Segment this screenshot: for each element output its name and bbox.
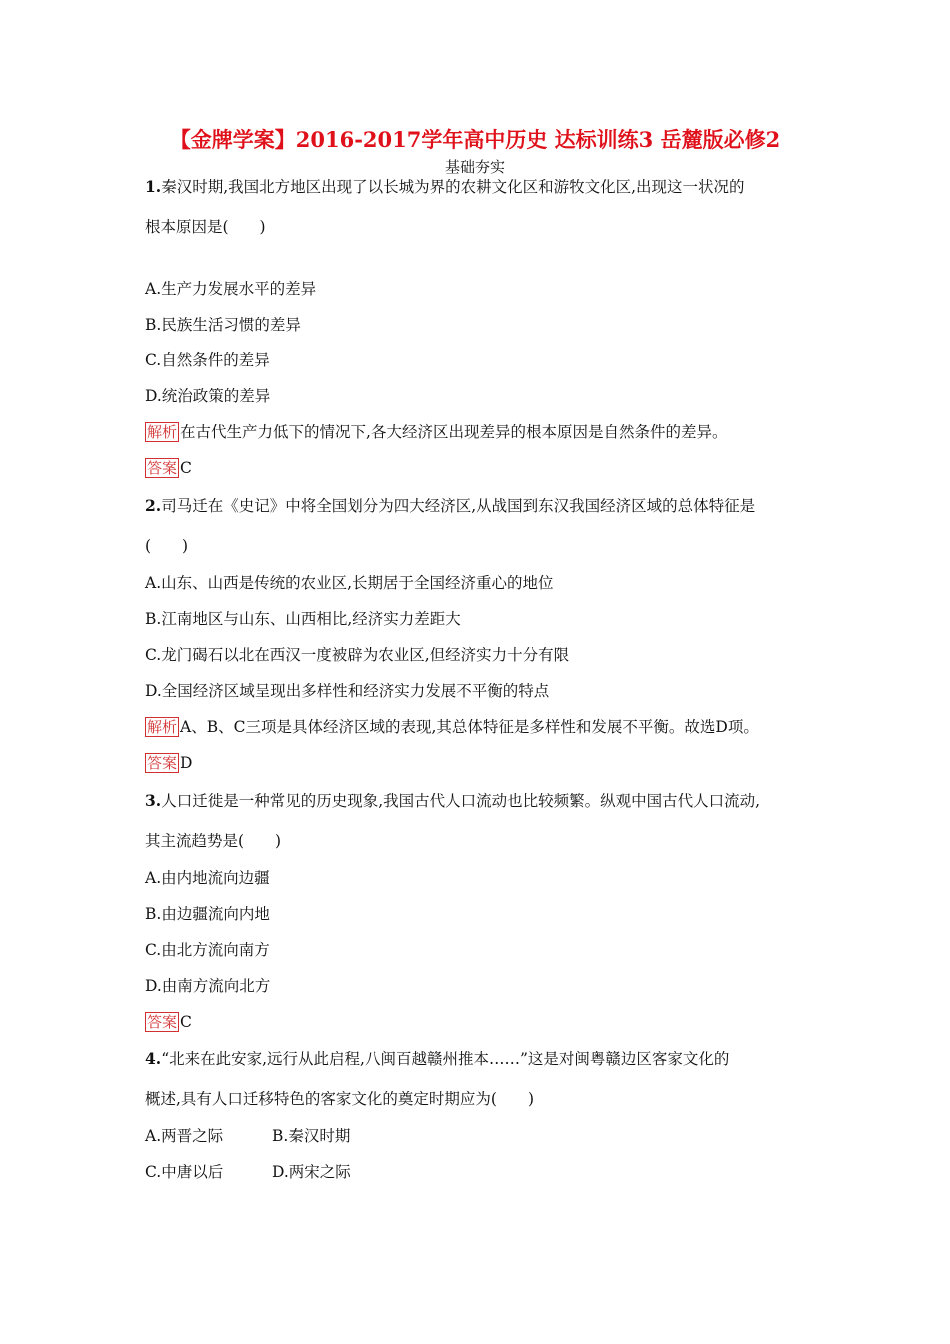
q2-stem-line2: ( ) bbox=[145, 537, 189, 555]
analysis-label: 解析 bbox=[147, 718, 178, 736]
q1-option-d: D.统治政策的差异 bbox=[145, 387, 271, 405]
q3-option-d: D.由南方流向北方 bbox=[145, 977, 271, 995]
q2-option-a: A.山东、山西是传统的农业区,长期居于全国经济重心的地位 bbox=[145, 574, 554, 592]
q2-analysis bbox=[145, 716, 759, 738]
q3-option-c: C.由北方流向南方 bbox=[145, 941, 270, 959]
q4-number: 4. bbox=[145, 1049, 162, 1068]
q2-number: 2. bbox=[145, 496, 162, 515]
q2-analysis-text: A、B、C三项是具体经济区域的表现,其总体特征是多样性和发展不平衡。故选D项。 bbox=[180, 718, 759, 736]
q4-options-row1 bbox=[145, 1125, 350, 1147]
q4-option-a: A.两晋之际 bbox=[145, 1127, 224, 1145]
q2-option-c: C.龙门碣石以北在西汉一度被辟为农业区,但经济实力十分有限 bbox=[145, 646, 570, 664]
q3-option-b: B.由边疆流向内地 bbox=[145, 905, 270, 923]
q2-option-d: D.全国经济区域呈现出多样性和经济实力发展不平衡的特点 bbox=[145, 682, 550, 700]
q3-stem-line1: 人口迁徙是一种常见的历史现象,我国古代人口流动也比较频繁。纵观中国古代人口流动, bbox=[161, 792, 761, 810]
q1-stem bbox=[145, 176, 745, 198]
answer-label: 答案 bbox=[147, 459, 178, 477]
q4-option-d: D.两宋之际 bbox=[272, 1163, 351, 1181]
q3-number: 3. bbox=[145, 791, 162, 810]
q1-stem-line1: 秦汉时期,我国北方地区出现了以长城为界的农耕文化区和游牧文化区,出现这一状况的 bbox=[161, 178, 745, 196]
document-title: 【金牌学案】2016-2017学年高中历史 达标训练3 岳麓版必修2 bbox=[169, 127, 781, 152]
q2-option-b: B.江南地区与山东、山西相比,经济实力差距大 bbox=[145, 610, 461, 628]
q1-answer bbox=[145, 457, 192, 479]
q3-stem-line2: 其主流趋势是( ) bbox=[145, 832, 282, 850]
q1-option-c: C.自然条件的差异 bbox=[145, 351, 270, 369]
q1-analysis bbox=[145, 421, 727, 443]
q3-stem bbox=[145, 790, 760, 812]
q4-option-c: C.中唐以后 bbox=[145, 1163, 224, 1181]
analysis-label: 解析 bbox=[147, 423, 178, 441]
q1-answer-value: C bbox=[180, 459, 192, 477]
q4-option-b: B.秦汉时期 bbox=[272, 1127, 351, 1145]
answer-label: 答案 bbox=[147, 754, 178, 772]
section-heading: 基础夯实 bbox=[444, 158, 505, 176]
q4-stem-line2: 概述,具有人口迁移特色的客家文化的奠定时期应为( ) bbox=[145, 1090, 535, 1108]
q3-answer-value: C bbox=[180, 1013, 192, 1031]
q2-stem bbox=[145, 495, 755, 517]
q4-stem-line1: “北来在此安家,远行从此启程,八闽百越赣州推本……”这是对闽粤赣边区客家文化的 bbox=[161, 1050, 730, 1068]
answer-label: 答案 bbox=[147, 1013, 178, 1031]
q1-stem-line2: 根本原因是( ) bbox=[145, 218, 266, 236]
q4-options-row2 bbox=[145, 1161, 351, 1183]
q4-stem bbox=[145, 1048, 729, 1070]
q3-option-a: A.由内地流向边疆 bbox=[145, 869, 270, 887]
q1-number: 1. bbox=[145, 177, 162, 196]
q1-option-a: A.生产力发展水平的差异 bbox=[145, 280, 317, 298]
q3-answer bbox=[145, 1011, 192, 1033]
q1-analysis-text: 在古代生产力低下的情况下,各大经济区出现差异的根本原因是自然条件的差异。 bbox=[180, 423, 728, 441]
q2-answer bbox=[145, 752, 192, 774]
q2-answer-value: D bbox=[180, 754, 193, 772]
q1-option-b: B.民族生活习惯的差异 bbox=[145, 316, 301, 334]
q2-stem-line1: 司马迁在《史记》中将全国划分为四大经济区,从战国到东汉我国经济区域的总体特征是 bbox=[161, 497, 756, 515]
